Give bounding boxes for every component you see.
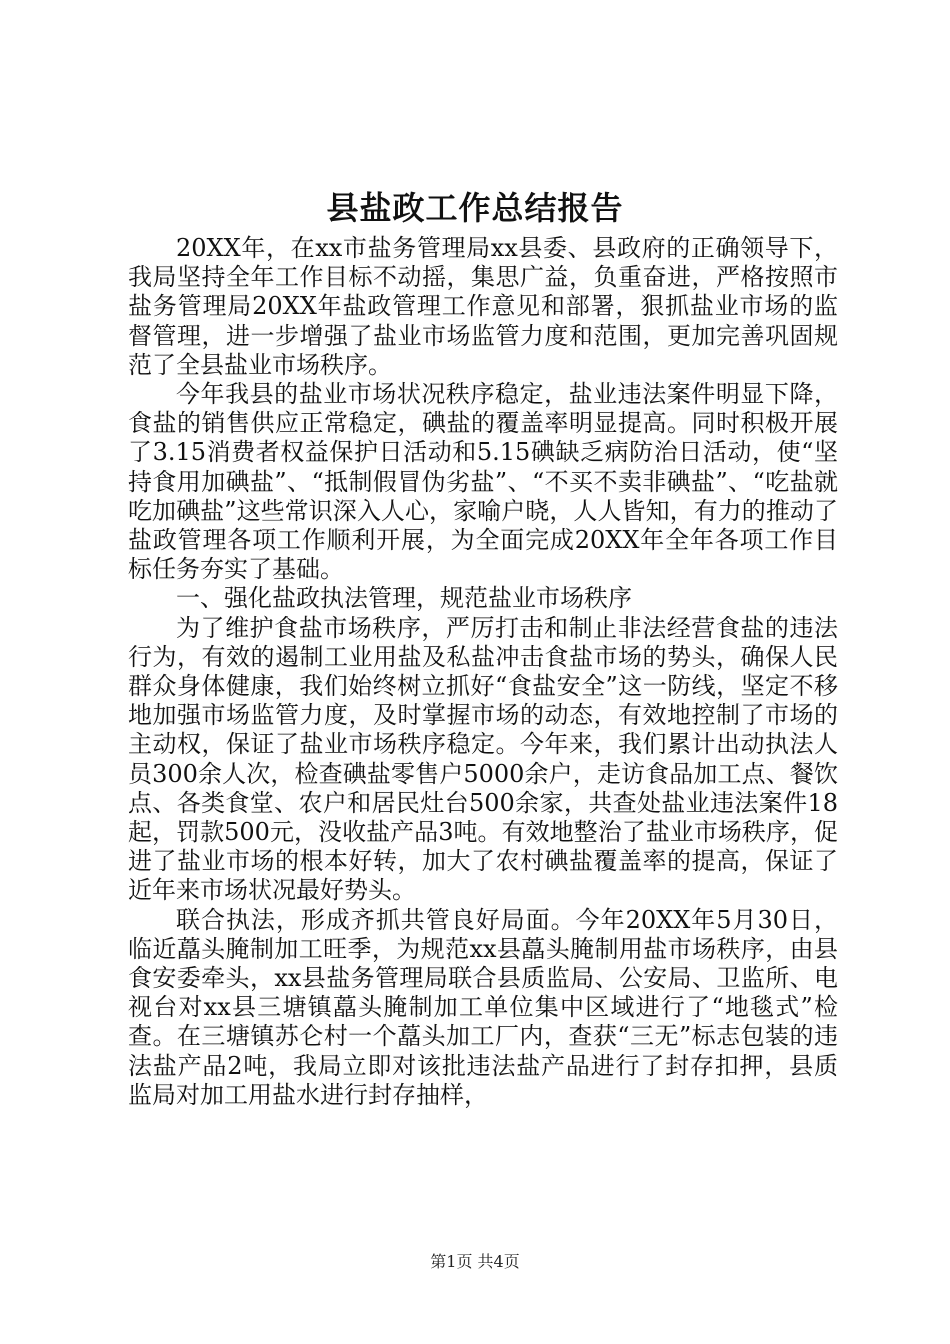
document-title: 县盐政工作总结报告 bbox=[326, 189, 624, 227]
document-body bbox=[128, 234, 838, 1110]
paragraph-joint-enforcement: 联合执法，形成齐抓共管良好局面。今年20XX年5月30日，临近藠头腌制加工旺季，为规范xx县藠头腌制用盐市场秩序，由县食安委牵头，xx县盐务管理局联合县质监局、公安局、卫监所、电视台对xx县三塘镇藠头腌制加工单位集中区域进行了“地毯式”检查。在三塘镇苏仑村一个藠头加工厂内，查获“三无”标志包装的违法盐产品2吨，我局立即对该批违法盐产品进行了封存扣押，县质监局对加工用盐水进行封存抽样， bbox=[128, 905, 838, 1109]
page-footer: 第1页 共4页 bbox=[430, 1252, 520, 1271]
paragraph-market-status: 今年我县的盐业市场状况秩序稳定，盐业违法案件明显下降，食盐的销售供应正常稳定，碘盐的覆盖率明显提高。同时积极开展了3.15消费者权益保护日活动和5.15碘缺乏病防治日活动，使“坚持食用加碘盐”、“抵制假冒伪劣盐”、“不买不卖非碘盐”、“吃盐就吃加碘盐”这些常识深入人心，家喻户晓，人人皆知，有力的推动了盐政管理各项工作顺利开展，为全面完成20XX年全年各项工作目标任务夯实了基础。 bbox=[128, 380, 838, 584]
paragraph-intro: 20XX年，在xx市盐务管理局xx县委、县政府的正确领导下，我局坚持全年工作目标不动摇，集思广益，负重奋进，严格按照市盐务管理局20XX年盐政管理工作意见和部署，狠抓盐业市场的监督管理，进一步增强了盐业市场监管力度和范围，更加完善巩固规范了全县盐业市场秩序。 bbox=[128, 234, 838, 379]
section-heading-1: 一、强化盐政执法管理，规范盐业市场秩序 bbox=[176, 584, 632, 613]
paragraph-enforcement: 为了维护食盐市场秩序，严厉打击和制止非法经营食盐的违法行为，有效的遏制工业用盐及私盐冲击食盐市场的势头，确保人民群众身体健康，我们始终树立抓好“食盐安全”这一防线，坚定不移地加强市场监管力度，及时掌握市场的动态，有效地控制了市场的主动权，保证了盐业市场秩序稳定。今年来，我们累计出动执法人员300余人次，检查碘盐零售户5000余户，走访食品加工点、餐饮点、各类食堂、农户和居民灶台500余家，共查处盐业违法案件18起，罚款500元，没收盐产品3吨。有效地整治了盐业市场秩序，促进了盐业市场的根本好转，加大了农村碘盐覆盖率的提高，保证了近年来市场状况最好势头。 bbox=[128, 613, 838, 905]
